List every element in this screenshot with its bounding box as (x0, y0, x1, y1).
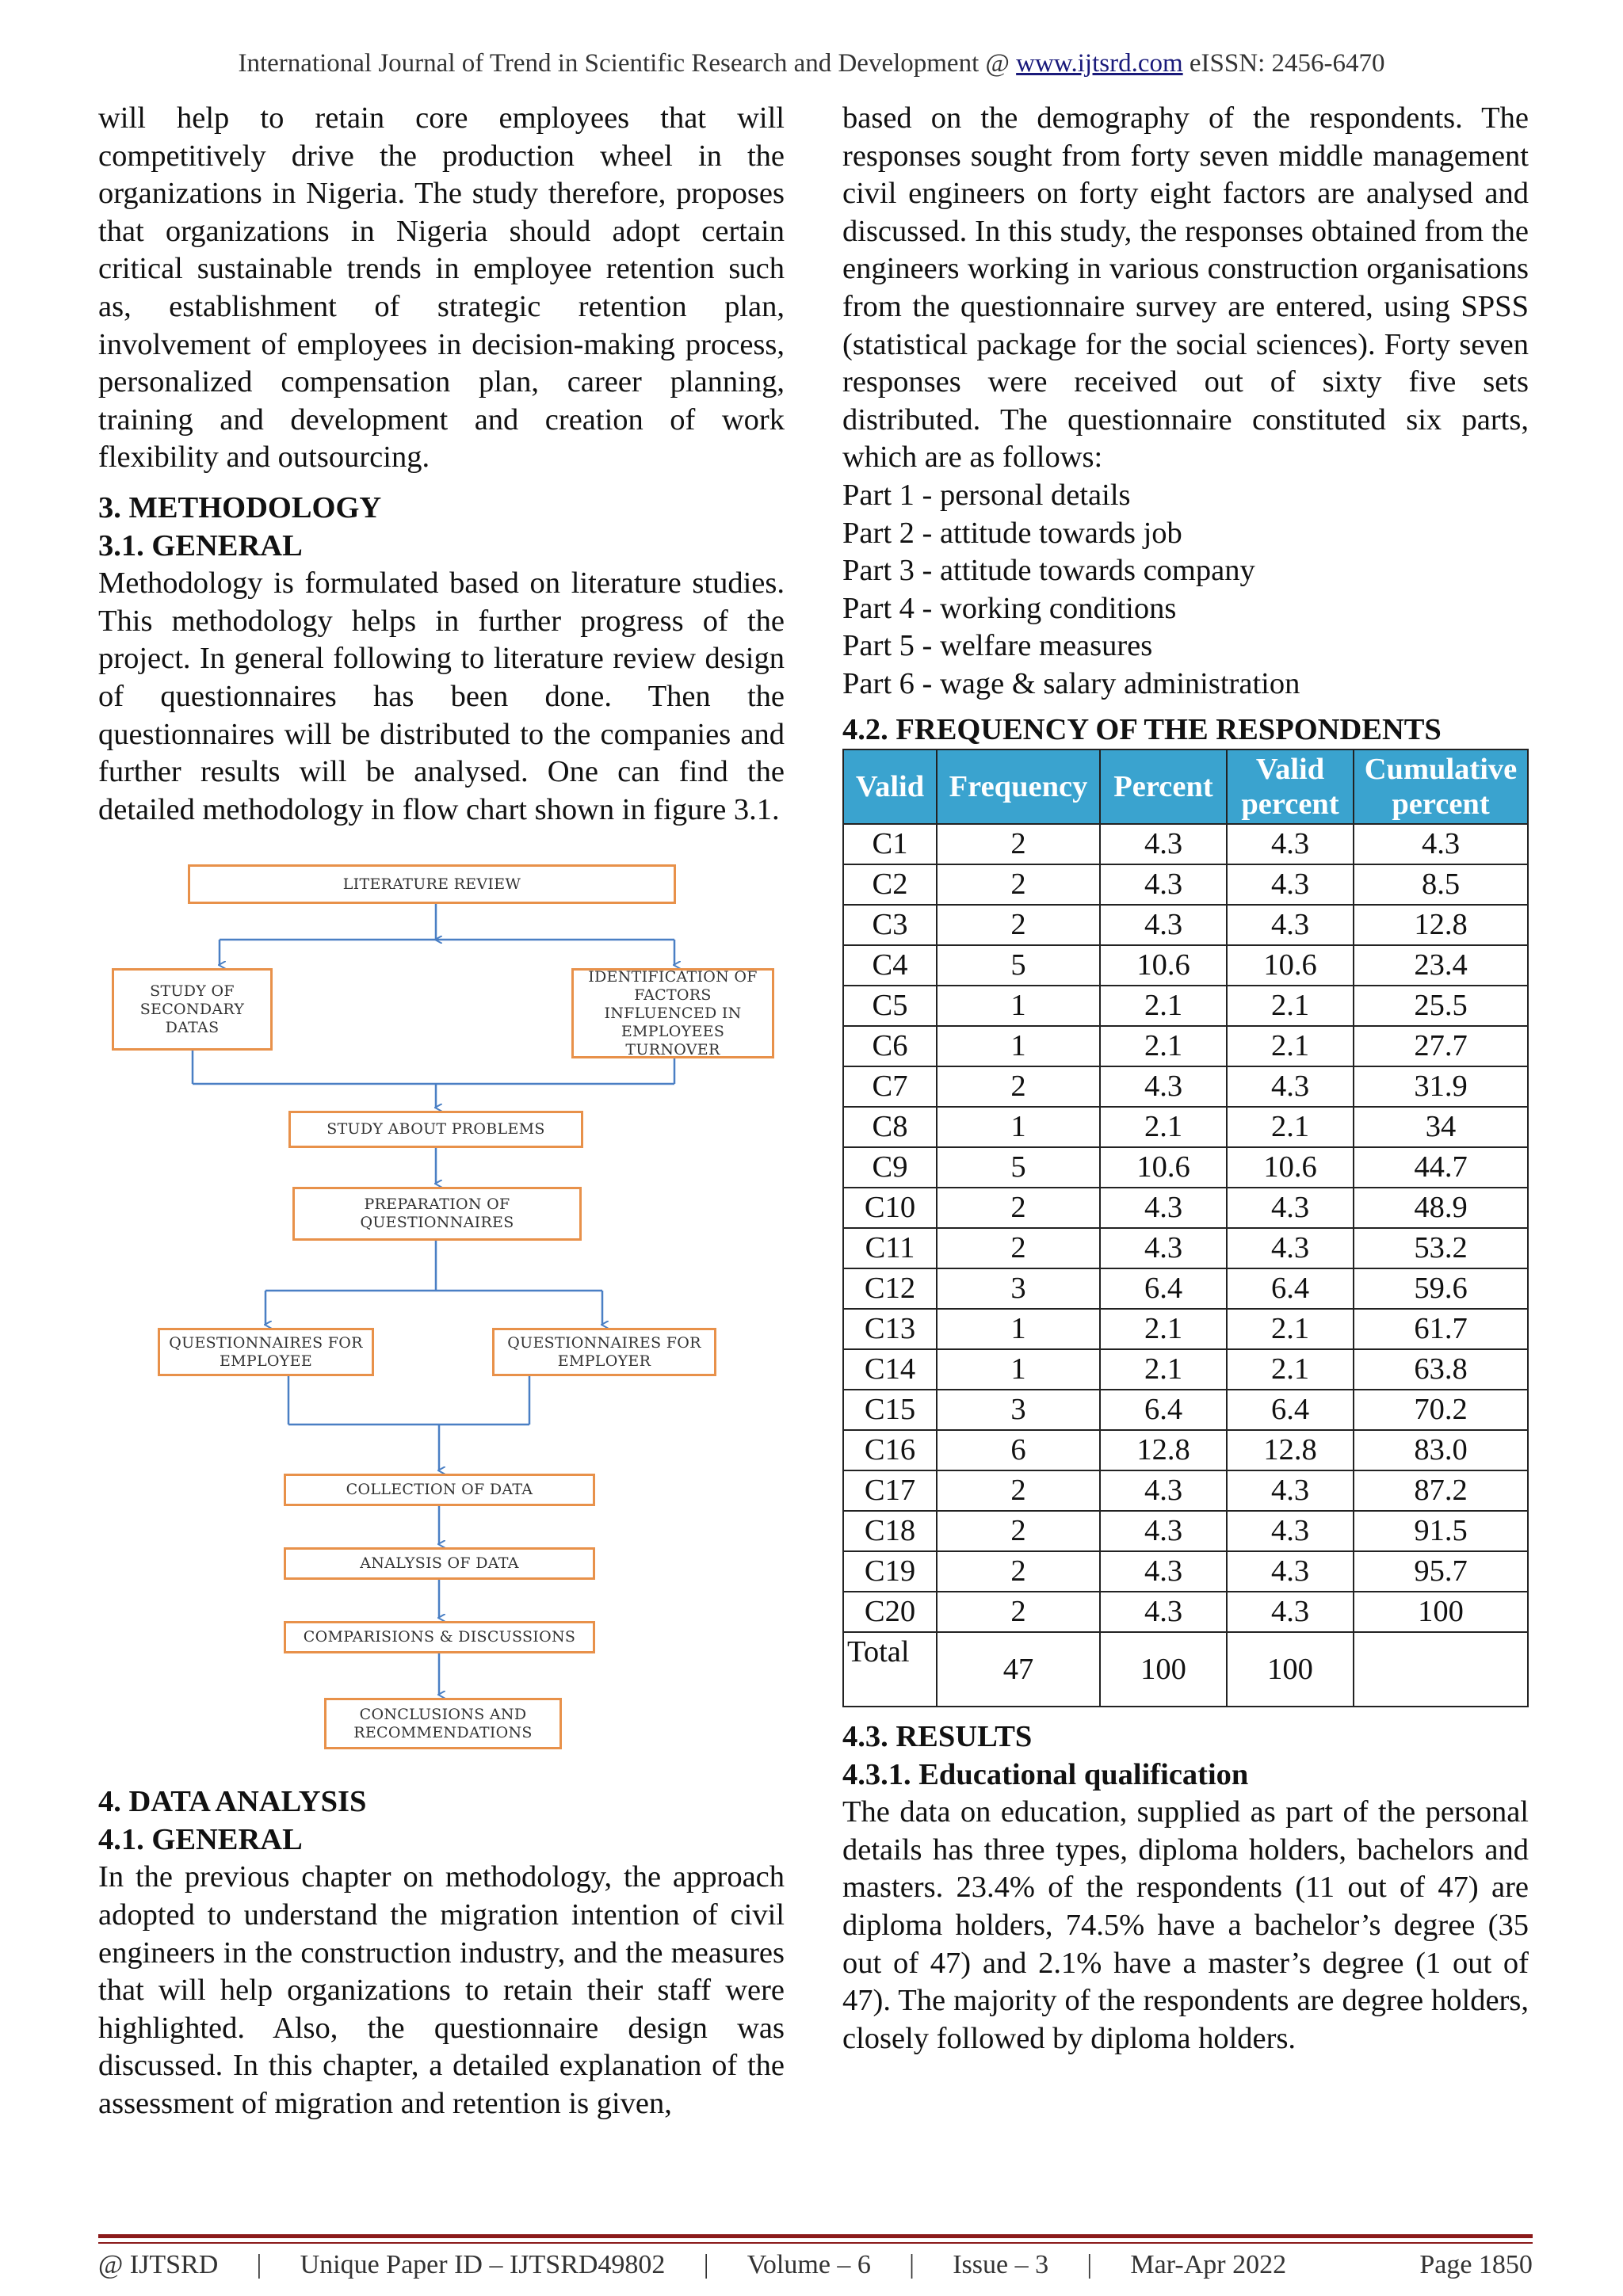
table-cell: 5 (937, 1147, 1100, 1188)
table-cell: 27.7 (1354, 1026, 1528, 1066)
table-cell: 6.4 (1227, 1390, 1354, 1430)
flow-comparisons: COMPARISIONS & DISCUSSIONS (284, 1621, 595, 1653)
table-cell (1354, 1632, 1528, 1707)
table-row (843, 1551, 1528, 1592)
table-cell: C14 (843, 1349, 937, 1390)
table-cell: 6.4 (1100, 1390, 1227, 1430)
table-cell: 34 (1354, 1107, 1528, 1147)
table-row (843, 1026, 1528, 1066)
list-item: Part 5 - welfare measures (842, 629, 1153, 663)
footer-journal: @ IJTSRD (98, 2250, 219, 2279)
col-header-valid-percent: Valid percent (1227, 749, 1354, 824)
table-cell: 4.3 (1100, 1066, 1227, 1107)
flow-collection: COLLECTION OF DATA (284, 1474, 595, 1506)
list-item: Part 6 - wage & salary administration (842, 666, 1300, 700)
col-header-frequency: Frequency (937, 749, 1100, 824)
table-cell: C6 (843, 1026, 937, 1066)
table-cell: 6 (937, 1430, 1100, 1470)
table-cell: 4.3 (1227, 1551, 1354, 1592)
right-column (842, 100, 1529, 2058)
table-cell: 2.1 (1227, 1309, 1354, 1349)
table-cell: 100 (1100, 1632, 1227, 1707)
table-cell: C9 (843, 1147, 937, 1188)
table-row (843, 1268, 1528, 1309)
page-footer (98, 2250, 1533, 2280)
table-cell: 2 (937, 1470, 1100, 1511)
table-cell: C7 (843, 1066, 937, 1107)
table-cell: 1 (937, 1349, 1100, 1390)
table-cell: 5 (937, 945, 1100, 986)
table-cell: 6.4 (1100, 1268, 1227, 1309)
table-cell: C10 (843, 1188, 937, 1228)
list-item: Part 3 - attitude towards company (842, 554, 1255, 588)
table-row (843, 1470, 1528, 1511)
section-4-3-heading: 4.3. RESULTS (842, 1720, 1033, 1754)
table-cell: C12 (843, 1268, 937, 1309)
table-cell: 4.3 (1100, 1470, 1227, 1511)
intro-paragraph-left: will help to retain core employees that will competitively drive the production wheel in the organizations in Nigeria. The study therefore, proposes that organizations in Nigeria should adopt certain critical sustainable trends in employee retention such as, establishment of strategic retention plan, involvement of employees in decision-making process, personalized compensation plan, career planning, training and development and creation of work flexibility and outsourcing. (98, 101, 785, 475)
table-total-row (843, 1632, 1528, 1707)
footer-divider: | (256, 2250, 262, 2279)
table-cell: C5 (843, 986, 937, 1026)
table-cell: 2 (937, 1228, 1100, 1268)
table-cell: 1 (937, 1026, 1100, 1066)
table-cell: 3 (937, 1268, 1100, 1309)
table-row (843, 1592, 1528, 1632)
journal-link[interactable]: www.ijtsrd.com (1016, 49, 1183, 78)
table-cell: 4.3 (1354, 824, 1528, 864)
section-4-heading: 4. DATA ANALYSIS (98, 1785, 367, 1819)
table-row (843, 945, 1528, 986)
table-cell: 2.1 (1100, 1107, 1227, 1147)
running-header (0, 49, 1623, 78)
footer-divider: | (703, 2250, 709, 2279)
table-cell: C18 (843, 1511, 937, 1551)
table-cell: C3 (843, 905, 937, 945)
flow-literature-review: LITERATURE REVIEW (188, 864, 676, 904)
table-row (843, 1349, 1528, 1390)
flow-questionnaires-employer: QUESTIONNAIRES FOR EMPLOYER (492, 1328, 716, 1376)
col-header-cumulative-percent: Cumulative percent (1354, 749, 1528, 824)
table-cell: C13 (843, 1309, 937, 1349)
table-cell: 47 (937, 1632, 1100, 1707)
table-cell: C16 (843, 1430, 937, 1470)
footer-divider: | (909, 2250, 915, 2279)
footer-page: Page 1850 (1419, 2250, 1533, 2279)
section-3-heading: 3. METHODOLOGY (98, 490, 382, 524)
table-cell: 2.1 (1227, 986, 1354, 1026)
table-row (843, 1188, 1528, 1228)
flow-analysis: ANALYSIS OF DATA (284, 1547, 595, 1580)
table-row (843, 1430, 1528, 1470)
table-cell: C8 (843, 1107, 937, 1147)
section-3-1-paragraph: Methodology is formulated based on literature studies. This methodology helps in further progress of the project. In general following to literature review design of questionnaires has been done. Then the questionnaires will be distributed to the companies and further results will be analysed. One can find the detailed methodology in flow chart shown in figure 3.1. (98, 566, 785, 826)
header-issn: eISSN: 2456-6470 (1182, 49, 1385, 78)
table-cell: C15 (843, 1390, 937, 1430)
table-cell: 63.8 (1354, 1349, 1528, 1390)
table-cell: 10.6 (1100, 1147, 1227, 1188)
flow-secondary-datas: STUDY OF SECONDARY DATAS (112, 968, 273, 1051)
table-row (843, 1107, 1528, 1147)
flow-questionnaires-employee: QUESTIONNAIRES FOR EMPLOYEE (158, 1328, 374, 1376)
col-header-percent: Percent (1100, 749, 1227, 824)
table-cell: C19 (843, 1551, 937, 1592)
section-4-1-heading: 4.1. GENERAL (98, 1822, 303, 1856)
table-cell: 91.5 (1354, 1511, 1528, 1551)
table-cell: 4.3 (1227, 1592, 1354, 1632)
table-row (843, 1511, 1528, 1551)
section-4-3-1-heading: 4.3.1. Educational qualification (842, 1757, 1249, 1791)
table-cell: 61.7 (1354, 1309, 1528, 1349)
footer-rule (98, 2242, 1533, 2244)
table-row (843, 1309, 1528, 1349)
table-cell: C11 (843, 1228, 937, 1268)
table-cell: 12.8 (1354, 905, 1528, 945)
table-cell: 25.5 (1354, 986, 1528, 1026)
col-header-valid: Valid (843, 749, 937, 824)
methodology-flowchart (98, 829, 785, 1783)
flow-preparation: PREPARATION OF QUESTIONNAIRES (292, 1187, 582, 1241)
frequency-table (842, 749, 1529, 1707)
table-cell: 1 (937, 1107, 1100, 1147)
table-cell: 2.1 (1227, 1107, 1354, 1147)
table-cell: 70.2 (1354, 1390, 1528, 1430)
list-item: Part 4 - working conditions (842, 591, 1177, 625)
list-item: Part 1 - personal details (842, 478, 1131, 512)
table-cell: 3 (937, 1390, 1100, 1430)
table-cell: 2.1 (1100, 1026, 1227, 1066)
table-cell: 2 (937, 1511, 1100, 1551)
table-cell: 95.7 (1354, 1551, 1528, 1592)
table-cell: 87.2 (1354, 1470, 1528, 1511)
table-cell: 1 (937, 1309, 1100, 1349)
flow-study-problems: STUDY ABOUT PROBLEMS (288, 1111, 583, 1148)
table-cell: Total (843, 1632, 937, 1707)
table-cell: 100 (1354, 1592, 1528, 1632)
table-cell: 4.3 (1227, 824, 1354, 864)
table-cell: 4.3 (1100, 1511, 1227, 1551)
header-text: International Journal of Trend in Scientific Research and Development @ (238, 49, 1017, 78)
table-row (843, 1228, 1528, 1268)
list-item: Part 2 - attitude towards job (842, 516, 1182, 550)
table-row (843, 1066, 1528, 1107)
table-cell: 4.3 (1227, 864, 1354, 905)
table-cell: 2.1 (1100, 986, 1227, 1026)
table-cell: 4.3 (1100, 1228, 1227, 1268)
table-cell: 4.3 (1227, 905, 1354, 945)
section-4-1-paragraph: In the previous chapter on methodology, the approach adopted to understand the migration intention of civil engineers in the construction industry, and the measures that will help organizations to retain their staff were highlighted. Also, the questionnaire design was discussed. In this chapter, a detailed explanation of the assessment of migration and retention is given, (98, 1860, 785, 2121)
table-cell: 83.0 (1354, 1430, 1528, 1470)
table-row (843, 864, 1528, 905)
table-cell: 2.1 (1100, 1309, 1227, 1349)
footer-volume: Volume – 6 (747, 2250, 871, 2279)
table-cell: 2.1 (1227, 1349, 1354, 1390)
table-cell: 4.3 (1100, 1188, 1227, 1228)
footer-date: Mar-Apr 2022 (1130, 2250, 1287, 2279)
table-cell: 4.3 (1100, 824, 1227, 864)
table-cell: 2.1 (1100, 1349, 1227, 1390)
footer-issue: Issue – 3 (953, 2250, 1049, 2279)
section-3-1-heading: 3.1. GENERAL (98, 528, 303, 563)
section-4-2-heading: 4.2. FREQUENCY OF THE RESPONDENTS (842, 712, 1442, 746)
table-row (843, 905, 1528, 945)
table-cell: 2 (937, 1592, 1100, 1632)
table-cell: 4.3 (1227, 1470, 1354, 1511)
table-cell: 2 (937, 1551, 1100, 1592)
table-cell: 100 (1227, 1632, 1354, 1707)
table-cell: 2 (937, 864, 1100, 905)
footer-divider: | (1086, 2250, 1093, 2279)
table-cell: 4.3 (1227, 1228, 1354, 1268)
parts-list (842, 477, 1529, 704)
table-cell: 48.9 (1354, 1188, 1528, 1228)
table-cell: C1 (843, 824, 937, 864)
table-cell: 44.7 (1354, 1147, 1528, 1188)
intro-paragraph-right: based on the demography of the respondents. The responses sought from forty seven middle management civil engineers on forty eight factors are analysed and discussed. In this study, the responses obtained from the engineers working in various construction organisations from the questionnaire survey are entered, using SPSS (statistical package for the social sciences). Forty seven responses were received out of sixty five sets distributed. The questionnaire constituted six parts, which are as follows: (842, 101, 1529, 475)
table-cell: 4.3 (1100, 905, 1227, 945)
table-cell: 59.6 (1354, 1268, 1528, 1309)
table-row (843, 824, 1528, 864)
table-cell: 4.3 (1100, 864, 1227, 905)
table-cell: C2 (843, 864, 937, 905)
table-row (843, 1390, 1528, 1430)
section-4-3-1-paragraph: The data on education, supplied as part of the personal details has three types, diploma holders, bachelors and masters. 23.4% of the respondents (11 out of 47) are diploma holders, 74.5% have a bachelor’s degree (35 out of 47) and 2.1% have a master’s degree (1 out of 47). The majority of the respondents are degree holders, closely followed by diploma holders. (842, 1795, 1529, 2055)
table-cell: 8.5 (1354, 864, 1528, 905)
table-cell: 2 (937, 1188, 1100, 1228)
footer-rule (98, 2234, 1533, 2238)
table-cell: C20 (843, 1592, 937, 1632)
table-body (843, 824, 1528, 1707)
table-cell: 31.9 (1354, 1066, 1528, 1107)
table-header-row (843, 749, 1528, 824)
table-cell: 10.6 (1227, 945, 1354, 986)
table-cell: 2 (937, 1066, 1100, 1107)
table-cell: 10.6 (1100, 945, 1227, 986)
table-cell: 23.4 (1354, 945, 1528, 986)
footer-paper-id: Unique Paper ID – IJTSRD49802 (300, 2250, 666, 2279)
table-row (843, 986, 1528, 1026)
table-cell: C4 (843, 945, 937, 986)
table-row (843, 1147, 1528, 1188)
table-cell: 10.6 (1227, 1147, 1354, 1188)
table-cell: 12.8 (1100, 1430, 1227, 1470)
table-cell: 6.4 (1227, 1268, 1354, 1309)
left-column (98, 100, 785, 2123)
table-cell: 12.8 (1227, 1430, 1354, 1470)
table-cell: 4.3 (1227, 1066, 1354, 1107)
table-cell: 53.2 (1354, 1228, 1528, 1268)
table-cell: 2 (937, 905, 1100, 945)
table-cell: 4.3 (1227, 1511, 1354, 1551)
table-cell: 4.3 (1100, 1592, 1227, 1632)
flow-identification: IDENTIFICATION OF FACTORS INFLUENCED IN EMPLOYEES TURNOVER (571, 968, 774, 1058)
table-cell: 2.1 (1227, 1026, 1354, 1066)
table-cell: C17 (843, 1470, 937, 1511)
table-cell: 1 (937, 986, 1100, 1026)
flow-conclusions: CONCLUSIONS AND RECOMMENDATIONS (324, 1698, 562, 1749)
table-cell: 2 (937, 824, 1100, 864)
table-cell: 4.3 (1100, 1551, 1227, 1592)
table-cell: 4.3 (1227, 1188, 1354, 1228)
